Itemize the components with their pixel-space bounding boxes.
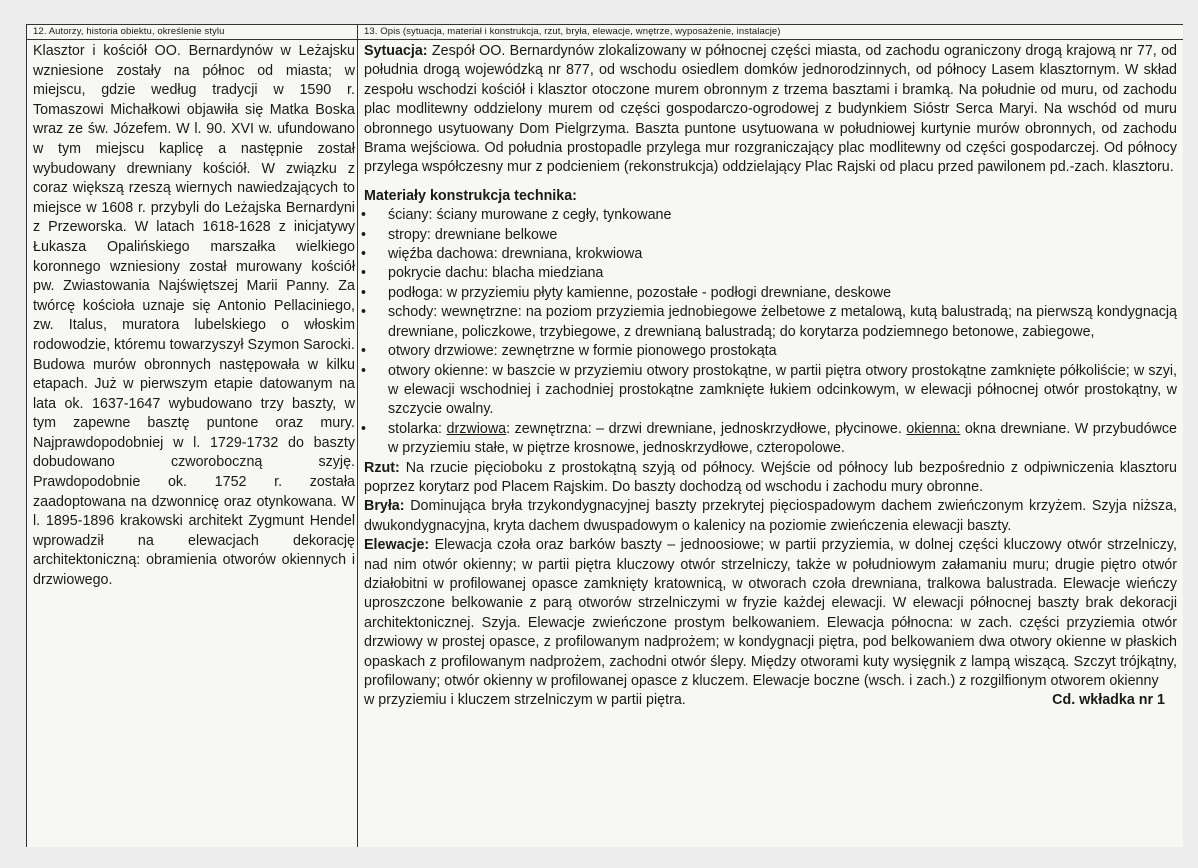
materials-list: [364, 206, 1177, 458]
mass-text: Dominująca bryła trzykondygnacyjnej baszty przekrytej pięciospadowym dachem zwieńczonym krzyżem. Szyja niższa, dwukondygnacyjna, kryta dachem dwuspadowym o kalenicy na poziomie zwieńczenia elewacji baszty.: [364, 498, 1177, 534]
description-column: [358, 25, 1183, 847]
materials-item: • schody: wewnętrzne: na poziom przyziemia jednobiegowe żelbetowe z metalową, kutą balustradą; na pierwszą kondygnacją drewniane, policzkowe, trzybiegowe, z drewnianą balustradą; do korytarza podziemnego betonowe, zabiegowe,: [364, 303, 1177, 342]
situation-label: Sytuacja:: [364, 43, 428, 59]
elevations-section: [364, 536, 1177, 691]
history-text: [27, 40, 357, 591]
materials-item: • podłoga: w przyziemiu płyty kamienne, pozostałe - podłogi drewniane, deskowe: [364, 284, 1177, 303]
mass-label: Bryła:: [364, 498, 405, 515]
history-header: 12. Autorzy, historia obiektu, określenie stylu: [27, 25, 357, 40]
door-joinery-label: drzwiowa: [446, 420, 507, 437]
plan-text: Na rzucie pięcioboku z prostokątną szyją od północy. Wejście od północy lub bezpośrednio z odpiwniczenia klasztoru poprzez korytarz pod Placem Rajskim. Do baszty dochodzą od wschodu i zachodu mury obronne.: [364, 459, 1177, 495]
mass-section: [364, 497, 1177, 536]
elevations-last-line: w przyziemiu i kluczem strzelniczym w partii piętra.: [364, 692, 686, 709]
elevations-last-row: [364, 691, 1177, 710]
description-header: 13. Opis (sytuacja, materiał i konstrukcja, rzut, bryła, elewacje, wnętrze, wyposażenie, instalacje): [358, 25, 1183, 40]
materials-item: • otwory okienne: w baszcie w przyziemiu otwory prostokątne, w partii piętra otwory prostokątne zamknięte półkoliście; w szyi, w elewacji wschodniej i zachodniej prostokątne zamknięte łukiem odcinkowym, w elewacji północnej otwór prostokątny, w szczycie owalny.: [364, 362, 1177, 420]
materials-item: • więźba dachowa: drewniana, krokwiowa: [364, 245, 1177, 264]
elevations-label: Elewacje:: [364, 537, 430, 554]
window-joinery-label: okienna:: [906, 420, 961, 437]
situation-text: Zespół OO. Bernardynów zlokalizowany w północnej części miasta, od zachodu ograniczony drogą krajową nr 77, od południa drogą wojewódzką nr 877, od wschodu osiedlem domków jednorodzinnych, od północy Lasem klasztornym. W skład zespołu wschodzi kościół i klasztor otoczone murem obronnym z trzema basztami i bramką. Na południe od muru, od zachodu plac modlitewny oddzielony murem od części gospodarczo-ogrodowej z budynkiem Sióstr Serca Maryi. Na wschód od muru obronnego usytuowany Dom Pielgrzyma. Baszta puntone usytuowana w południowej kurtynie murów obronnych, od zachodu Brama wejściowa. Od południa prostopadle przylega mur rozgraniczający plac modlitewny od części gospodarczej. Od północy przylega współczesny mur z podcieniem (rekonstrukcja) oddzielający Plac Rajski od placu przed pawilonem pd.-zach. klasztoru.: [364, 43, 1177, 176]
continued-note: Cd. wkładka nr 1: [1052, 692, 1165, 709]
plan-section: [364, 459, 1177, 498]
materials-item-joinery: • stolarka: drzwiowa: zewnętrzna: – drzwi drewniane, jednoskrzydłowe, płycinowe. okienna: okna drewniane. W przybudówce w przyziemiu stałe, w piętrze krosnowe, jednoskrzydłowe, czteropolowe.: [364, 420, 1177, 459]
situation-section: [364, 42, 1177, 178]
history-paragraph-2: Budowa murów obronnych następowała w kilku etapach. Już w pierwszym etapie datowanym na lata ok. 1637-1647 wybudowano trzy baszty, w tym zapewne basztę puntone oraz mury. Najprawdopodobniej w l. 1729-1732 do baszty dobudowano czworoboczną szyję. Prawdopodobnie ok. 1752 r. została zaadoptowana na dzwonnicę oraz otynkowana. W l. 1895-1896 krakowski architekt Zygmunt Hendel wprowadził na elewacjach dekorację architektoniczną: obramienia otworów okiennych i drzwiowego.: [33, 356, 355, 589]
materials-item: • ściany: ściany murowane z cegły, tynkowane: [364, 206, 1177, 225]
materials-title: Materiały konstrukcja technika:: [364, 187, 577, 204]
history-column: [27, 25, 358, 847]
history-paragraph-1: Klasztor i kościół OO. Bernardynów w Leżajsku wzniesione zostały na północ od miasta; w miejscu, gdzie według tradycji w 1590 r. Tomaszowi Michałkowi objawiła się Matka Boska wraz ze św. Józefem. W l. 90. XVI w. ufundowano w tym miejscu kaplicę a następnie został wybudowany drewniany kościół. W związku z coraz większą rzeszą wiernych nawiedzających to miejsce w 1608 r. przybyli do Leżajska Bernardyni z Przeworska. W latach 1618-1628 z inicjatywy Łukasza Opalińskiego marszałka wielkiego koronnego wzniesiony został murowany kościół pw. Zwiastowania Najświętszej Marii Panny. Za twórcę kościoła uznaje się Antonio Pellaciniego, zw. Italus, muratora lubelskiego o włoskim rodowodzie, któremu towarzyszył Szymon Sarocki.: [33, 43, 355, 353]
plan-label: Rzut:: [364, 459, 400, 476]
form-sheet: [26, 24, 1183, 847]
elevations-text: Elewacja czoła oraz barków baszty – jednoosiowe; w partii przyziemia, w dolnej części kluczowy otwór strzelniczy, nad nim otwór okienny; w partii piętra kluczowy otwór strzelniczy, także w południowym załamaniu muru; drugie piętro otwór działobitni w profilowanej opasce zamknięty kratownicą, w otworach czoła drewniana, tralkowa balustrada. Elewacje wieńczy uproszczone belkowanie z parą otworów strzelniczymi w fryzie każdej elewacji. W elewacji północnej baszty brak dekoracji architektonicznej. Szyja. Elewacje zwieńczone prostym belkowaniem. Elewacja północna: w zach. części przyziemia otwór drzwiowy w prostej opasce, z profilowanym nadprożem; w kondygnacji piętra, pod belkowaniem dwa otwory okienne w płaskich opaskach z profilowanym nadprożem, zachodni otwór ślepy. Między otworami kuty wysięgnik z lampą wiszącą. Szczyt trójkątny, profilowany; otwór okienny w profilowanej opasce z kluczem. Elewacje boczne (wsch. i zach.) z rozgilfionym otworem okienny: [364, 537, 1177, 689]
materials-item: • stropy: drewniane belkowe: [364, 226, 1177, 245]
description-body: [358, 40, 1183, 711]
materials-item: • otwory drzwiowe: zewnętrzne w formie pionowego prostokąta: [364, 342, 1177, 361]
materials-item: • pokrycie dachu: blacha miedziana: [364, 264, 1177, 283]
